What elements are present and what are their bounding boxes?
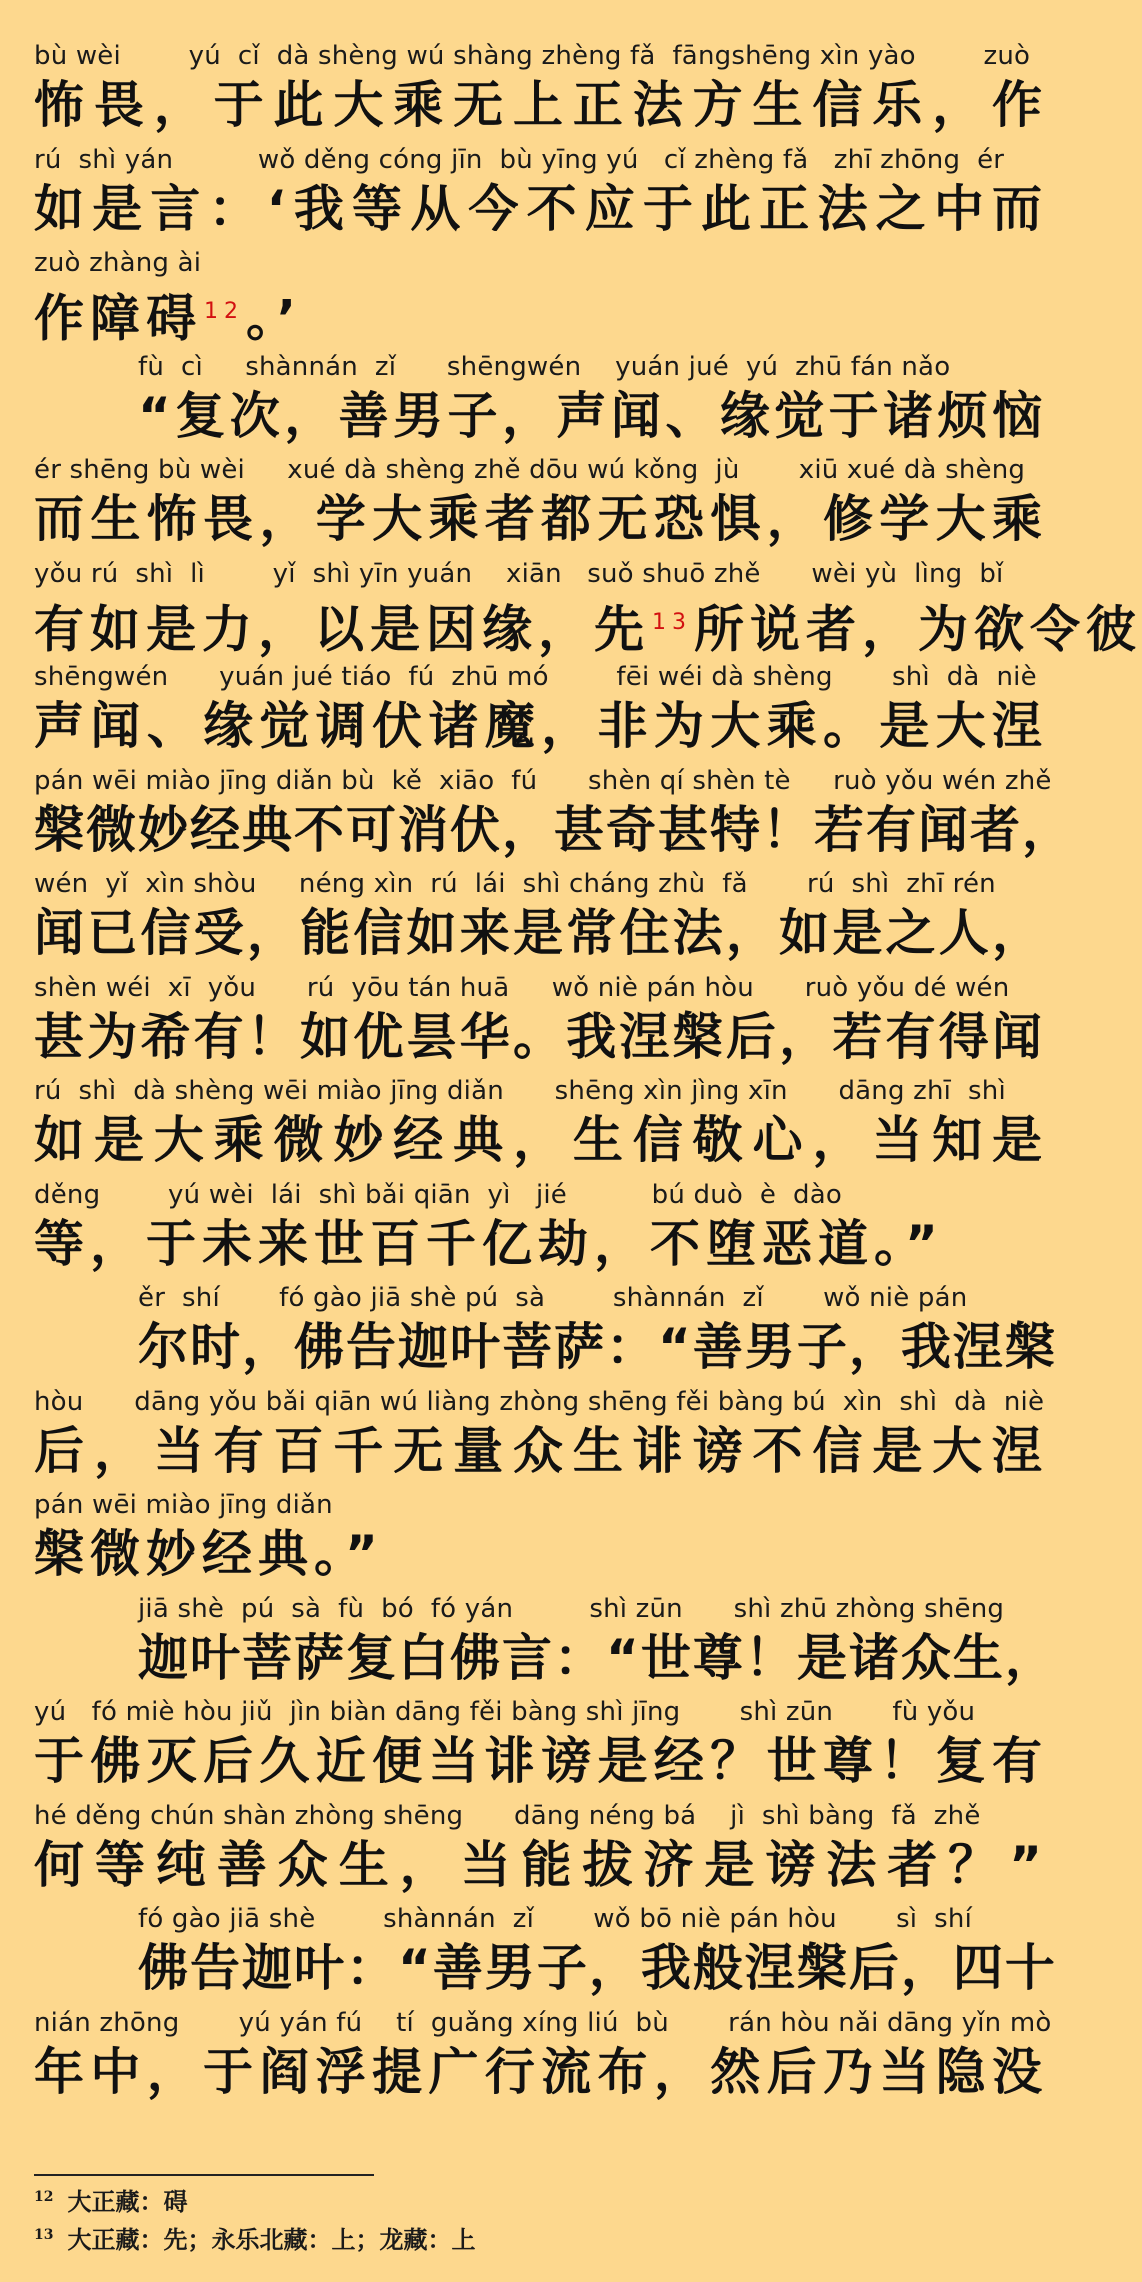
hanzi-text-tail: 。’	[246, 289, 302, 348]
hanzi-text: 年中，于阎浮提广行流布，然后乃当隐没	[34, 2042, 1044, 2101]
hanzi-text: 如是大乘微妙经典，生信敬心，当知是	[34, 1111, 1044, 1169]
hanzi-line	[34, 594, 1142, 659]
hanzi-line	[34, 1422, 1044, 1480]
pinyin-line: zuò zhàng ài	[34, 248, 202, 278]
hanzi-text: 有如是力，以是因缘，先	[34, 600, 650, 659]
pinyin-line: nián zhōng yú yán fú tí guǎng xíng liú bù rán hòu nǎi dāng yǐn mò	[34, 2007, 1052, 2038]
hanzi-text: 作障碍	[34, 289, 202, 348]
footnote-number: 13	[34, 2227, 54, 2243]
pinyin-line: jiā shè pú sà fù bó fó yán shì zūn shì zhū zhòng shēng	[138, 1593, 1005, 1624]
hanzi-text: 槃微妙经典。”	[34, 1525, 384, 1583]
text-line	[138, 1899, 1057, 1997]
hanzi-text: 于佛灭后久近便当诽谤是经？世尊！复有	[34, 1732, 1044, 1790]
hanzi-text: 迦叶菩萨复白佛言：“世尊！是诸众生，	[138, 1628, 1057, 1687]
hanzi-line	[138, 1628, 1057, 1687]
text-line	[34, 657, 1044, 755]
hanzi-line	[34, 490, 1044, 548]
text-line	[34, 1175, 1044, 1273]
hanzi-text: 声闻、缘觉调伏诸魔，非为大乘。是大涅	[34, 697, 1044, 755]
pinyin-line: pán wēi miào jīng diǎn bù kě xiāo fú shèn qí shèn tè ruò yǒu wén zhě	[34, 765, 1052, 796]
pinyin-line: ér shēng bù wèi xué dà shèng zhě dōu wú kǒng jù xiū xué dà shèng	[34, 455, 1026, 485]
text-line	[34, 554, 1142, 659]
pinyin-line: fó gào jiā shè shànnán zǐ wǒ bō niè pán hòu sì shí	[138, 1904, 973, 1934]
hanzi-text-tail: 所说者，为欲令彼	[694, 600, 1142, 659]
footnote-marker[interactable]: 12	[204, 299, 244, 324]
text-line	[138, 1278, 1057, 1376]
text-line	[34, 1692, 1044, 1790]
hanzi-text: 而生怖畏，学大乘者都无恐惧，修学大乘	[34, 490, 1044, 548]
pinyin-line: yǒu rú shì lì yǐ shì yīn yuán xiān suǒ shuō zhě wèi yù lìng bǐ	[34, 558, 1004, 589]
pinyin-line: bù wèi yú cǐ dà shèng wú shàng zhèng fǎ fāngshēng xìn yào zuò	[34, 41, 1031, 71]
hanzi-line	[34, 2043, 1044, 2101]
pinyin-line: pán wēi miào jīng diǎn	[34, 1490, 333, 1520]
pinyin-line: hé děng chún shàn zhòng shēng dāng néng bá jì shì bàng fǎ zhě	[34, 1800, 981, 1831]
hanzi-text: 如是言：‘我等从今不应于此正法之中而	[34, 179, 1044, 238]
text-line	[34, 864, 1044, 962]
hanzi-line	[34, 904, 1044, 962]
hanzi-text: 槃微妙经典不可消伏，甚奇甚特！若有闻者，	[34, 800, 1074, 859]
footnote-12	[34, 2182, 187, 2217]
text-line	[34, 450, 1044, 548]
text-line	[34, 36, 1044, 134]
hanzi-text: 甚为希有！如优昙华。我涅槃后，若有得闻	[34, 1007, 1044, 1066]
hanzi-line	[34, 697, 1044, 755]
footnote-marker[interactable]: 13	[652, 609, 692, 635]
text-line	[34, 1796, 1044, 1894]
hanzi-line	[34, 1215, 1044, 1273]
hanzi-line	[34, 1732, 1044, 1790]
text-line	[34, 968, 1044, 1066]
pinyin-line: shèn wéi xī yǒu rú yōu tán huā wǒ niè pán hòu ruò yǒu dé wén	[34, 972, 1010, 1003]
pinyin-line: ěr shí fó gào jiā shè pú sà shànnán zǐ wǒ niè pán	[138, 1283, 968, 1313]
pinyin-line: děng yú wèi lái shì bǎi qiān yì jié bú duò è dào	[34, 1179, 842, 1210]
text-line	[138, 1589, 1057, 1687]
hanzi-text: “复次，善男子，声闻、缘觉于诸烦恼	[138, 386, 1044, 445]
text-line	[34, 2003, 1052, 2101]
pinyin-line: rú shì dà shèng wēi miào jīng diǎn shēng xìn jìng xīn dāng zhī shì	[34, 1076, 1006, 1106]
pinyin-line: fù cì shànnán zǐ shēngwén yuán jué yú zhū fán nǎo	[138, 351, 951, 382]
footnote-text: 大正藏：先；永乐北藏：上；龙藏：上	[67, 2225, 476, 2254]
text-line	[138, 347, 1044, 445]
hanzi-text: 尔时，佛告迦叶菩萨：“善男子，我涅槃	[138, 1318, 1057, 1376]
hanzi-line	[34, 1836, 1044, 1894]
hanzi-text: 等，于未来世百千亿劫，不堕恶道。”	[34, 1214, 944, 1273]
footnote-divider	[34, 2174, 374, 2176]
hanzi-line	[34, 283, 1044, 348]
hanzi-text: 闻已信受，能信如来是常住法，如是之人，	[34, 904, 1044, 962]
hanzi-text: 怖畏，于此大乘无上正法方生信乐，作	[34, 76, 1044, 134]
hanzi-line	[34, 1525, 1044, 1583]
hanzi-line	[34, 76, 1044, 134]
pinyin-line: rú shì yán wǒ děng cóng jīn bù yīng yú cǐ zhèng fǎ zhī zhōng ér	[34, 144, 1005, 175]
footnote-number: 12	[34, 2189, 54, 2205]
hanzi-line	[34, 1111, 1044, 1169]
footnote-text: 大正藏：碍	[67, 2187, 188, 2216]
hanzi-text: 何等纯善众生，当能拔济是谤法者？”	[34, 1835, 1044, 1894]
text-line	[34, 140, 1044, 238]
pinyin-line: wén yǐ xìn shòu néng xìn rú lái shì cháng zhù fǎ rú shì zhī rén	[34, 869, 996, 899]
pinyin-line: shēngwén yuán jué tiáo fú zhū mó fēi wéi dà shèng shì dà niè	[34, 662, 1037, 692]
text-line	[34, 1071, 1044, 1169]
hanzi-line	[138, 1939, 1057, 1997]
footnote-13	[34, 2220, 475, 2255]
text-line	[34, 1485, 1044, 1583]
hanzi-line	[34, 180, 1044, 238]
pinyin-line: hòu dāng yǒu bǎi qiān wú liàng zhòng shēng fěi bàng bú xìn shì dà niè	[34, 1386, 1045, 1417]
pinyin-line: yú fó miè hòu jiǔ jìn biàn dāng fěi bàng shì jīng shì zūn fù yǒu	[34, 1697, 976, 1727]
hanzi-text: 佛告迦叶：“善男子，我般涅槃后，四十	[138, 1939, 1057, 1997]
text-line	[34, 761, 1074, 859]
hanzi-line	[138, 1318, 1057, 1376]
hanzi-text: 后，当有百千无量众生诽谤不信是大涅	[34, 1421, 1044, 1480]
text-line	[34, 1382, 1044, 1480]
hanzi-line	[138, 387, 1044, 445]
hanzi-line	[34, 800, 1074, 859]
text-line	[34, 243, 1044, 348]
hanzi-line	[34, 1008, 1044, 1066]
